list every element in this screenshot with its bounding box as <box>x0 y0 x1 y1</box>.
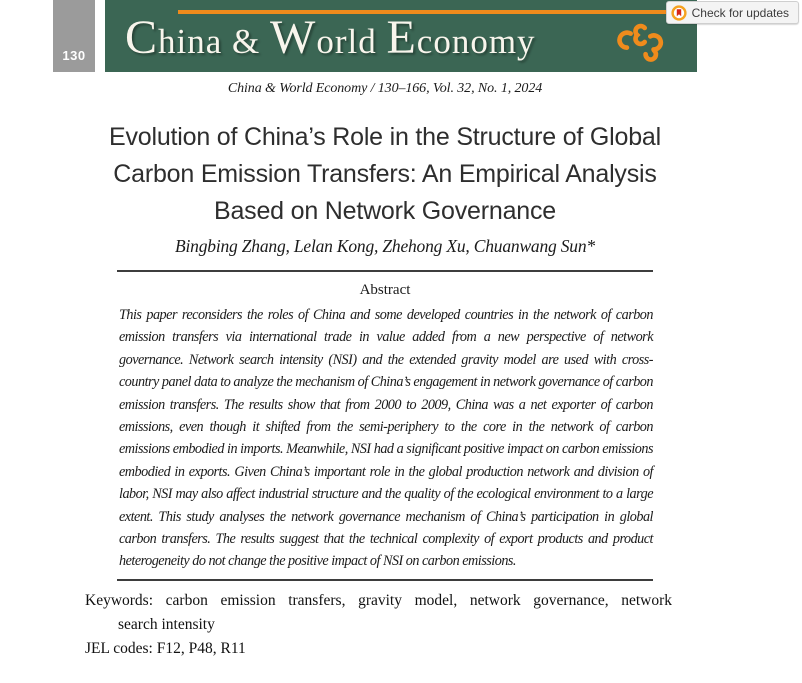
keywords-text: carbon emission transfers, gravity model, network governance, network <box>165 591 673 609</box>
check-for-updates-button[interactable] <box>666 1 799 24</box>
abstract-top-rule <box>117 270 653 272</box>
cloud-ornament-icon <box>611 20 669 64</box>
jel-label: JEL codes: <box>85 639 153 657</box>
abstract-bottom-rule <box>117 579 653 581</box>
keywords-label: Keywords: <box>85 591 154 609</box>
abstract-text: This paper reconsiders the roles of China and some developed countries in the network of carbon emission transfers via international trade in value added from a new perspective of network governance. Network search intensity (NSI) and the extended gravity model are used with cross-country panel data to analyze the mechanism of China’s engagement in network governance of carbon emission transfers. The results show that from 2000 to 2009, China was a net exporter of carbon emissions, even though it shifted from the semi-periphery to the core in the network of carbon emissions embodied in imports. Meanwhile, NSI had a significant positive impact on carbon emissions embodied in exports. Given China’s important role in the global production network and division of labor, NSI may also affect industrial structure and the quality of the ecological environment to a large extent. This study analyses the network governance mechanism of China’s participation in global carbon transfers. The results suggest that the technical complexity of export products and product heterogeneity do not change the positive impact of NSI on carbon emissions. <box>119 307 653 570</box>
keywords-continuation: search intensity <box>118 615 215 633</box>
article-title-line: Carbon Emission Transfers: An Empirical Analysis <box>113 160 657 188</box>
check-for-updates-label: Check for updates <box>691 5 789 20</box>
journal-title-initial: C <box>125 11 159 64</box>
journal-masthead-banner <box>105 0 697 72</box>
article-title-line: Evolution of China’s Role in the Structure of Global <box>109 123 661 151</box>
journal-citation-line: China & World Economy / 130–166, Vol. 32, No. 1, 2024 <box>227 81 543 96</box>
jel-codes-line <box>85 637 685 661</box>
article-title-line: Based on Network Governance <box>213 197 556 225</box>
page-number-box <box>53 0 95 72</box>
journal-title-initial: E <box>386 11 417 64</box>
jel-codes: F12, P48, R11 <box>156 639 246 657</box>
crossmark-icon <box>671 5 687 21</box>
journal-title-logotype: China & World Economy <box>125 11 536 64</box>
author-byline: Bingbing Zhang, Lelan Kong, Zhehong Xu, Chuanwang Sun* <box>175 236 595 256</box>
abstract-heading: Abstract <box>359 282 411 298</box>
article-title <box>85 119 685 230</box>
keywords-line <box>85 589 672 613</box>
journal-title-initial: W <box>270 11 317 64</box>
article-column <box>85 72 685 661</box>
page-number: 130 <box>62 48 86 63</box>
